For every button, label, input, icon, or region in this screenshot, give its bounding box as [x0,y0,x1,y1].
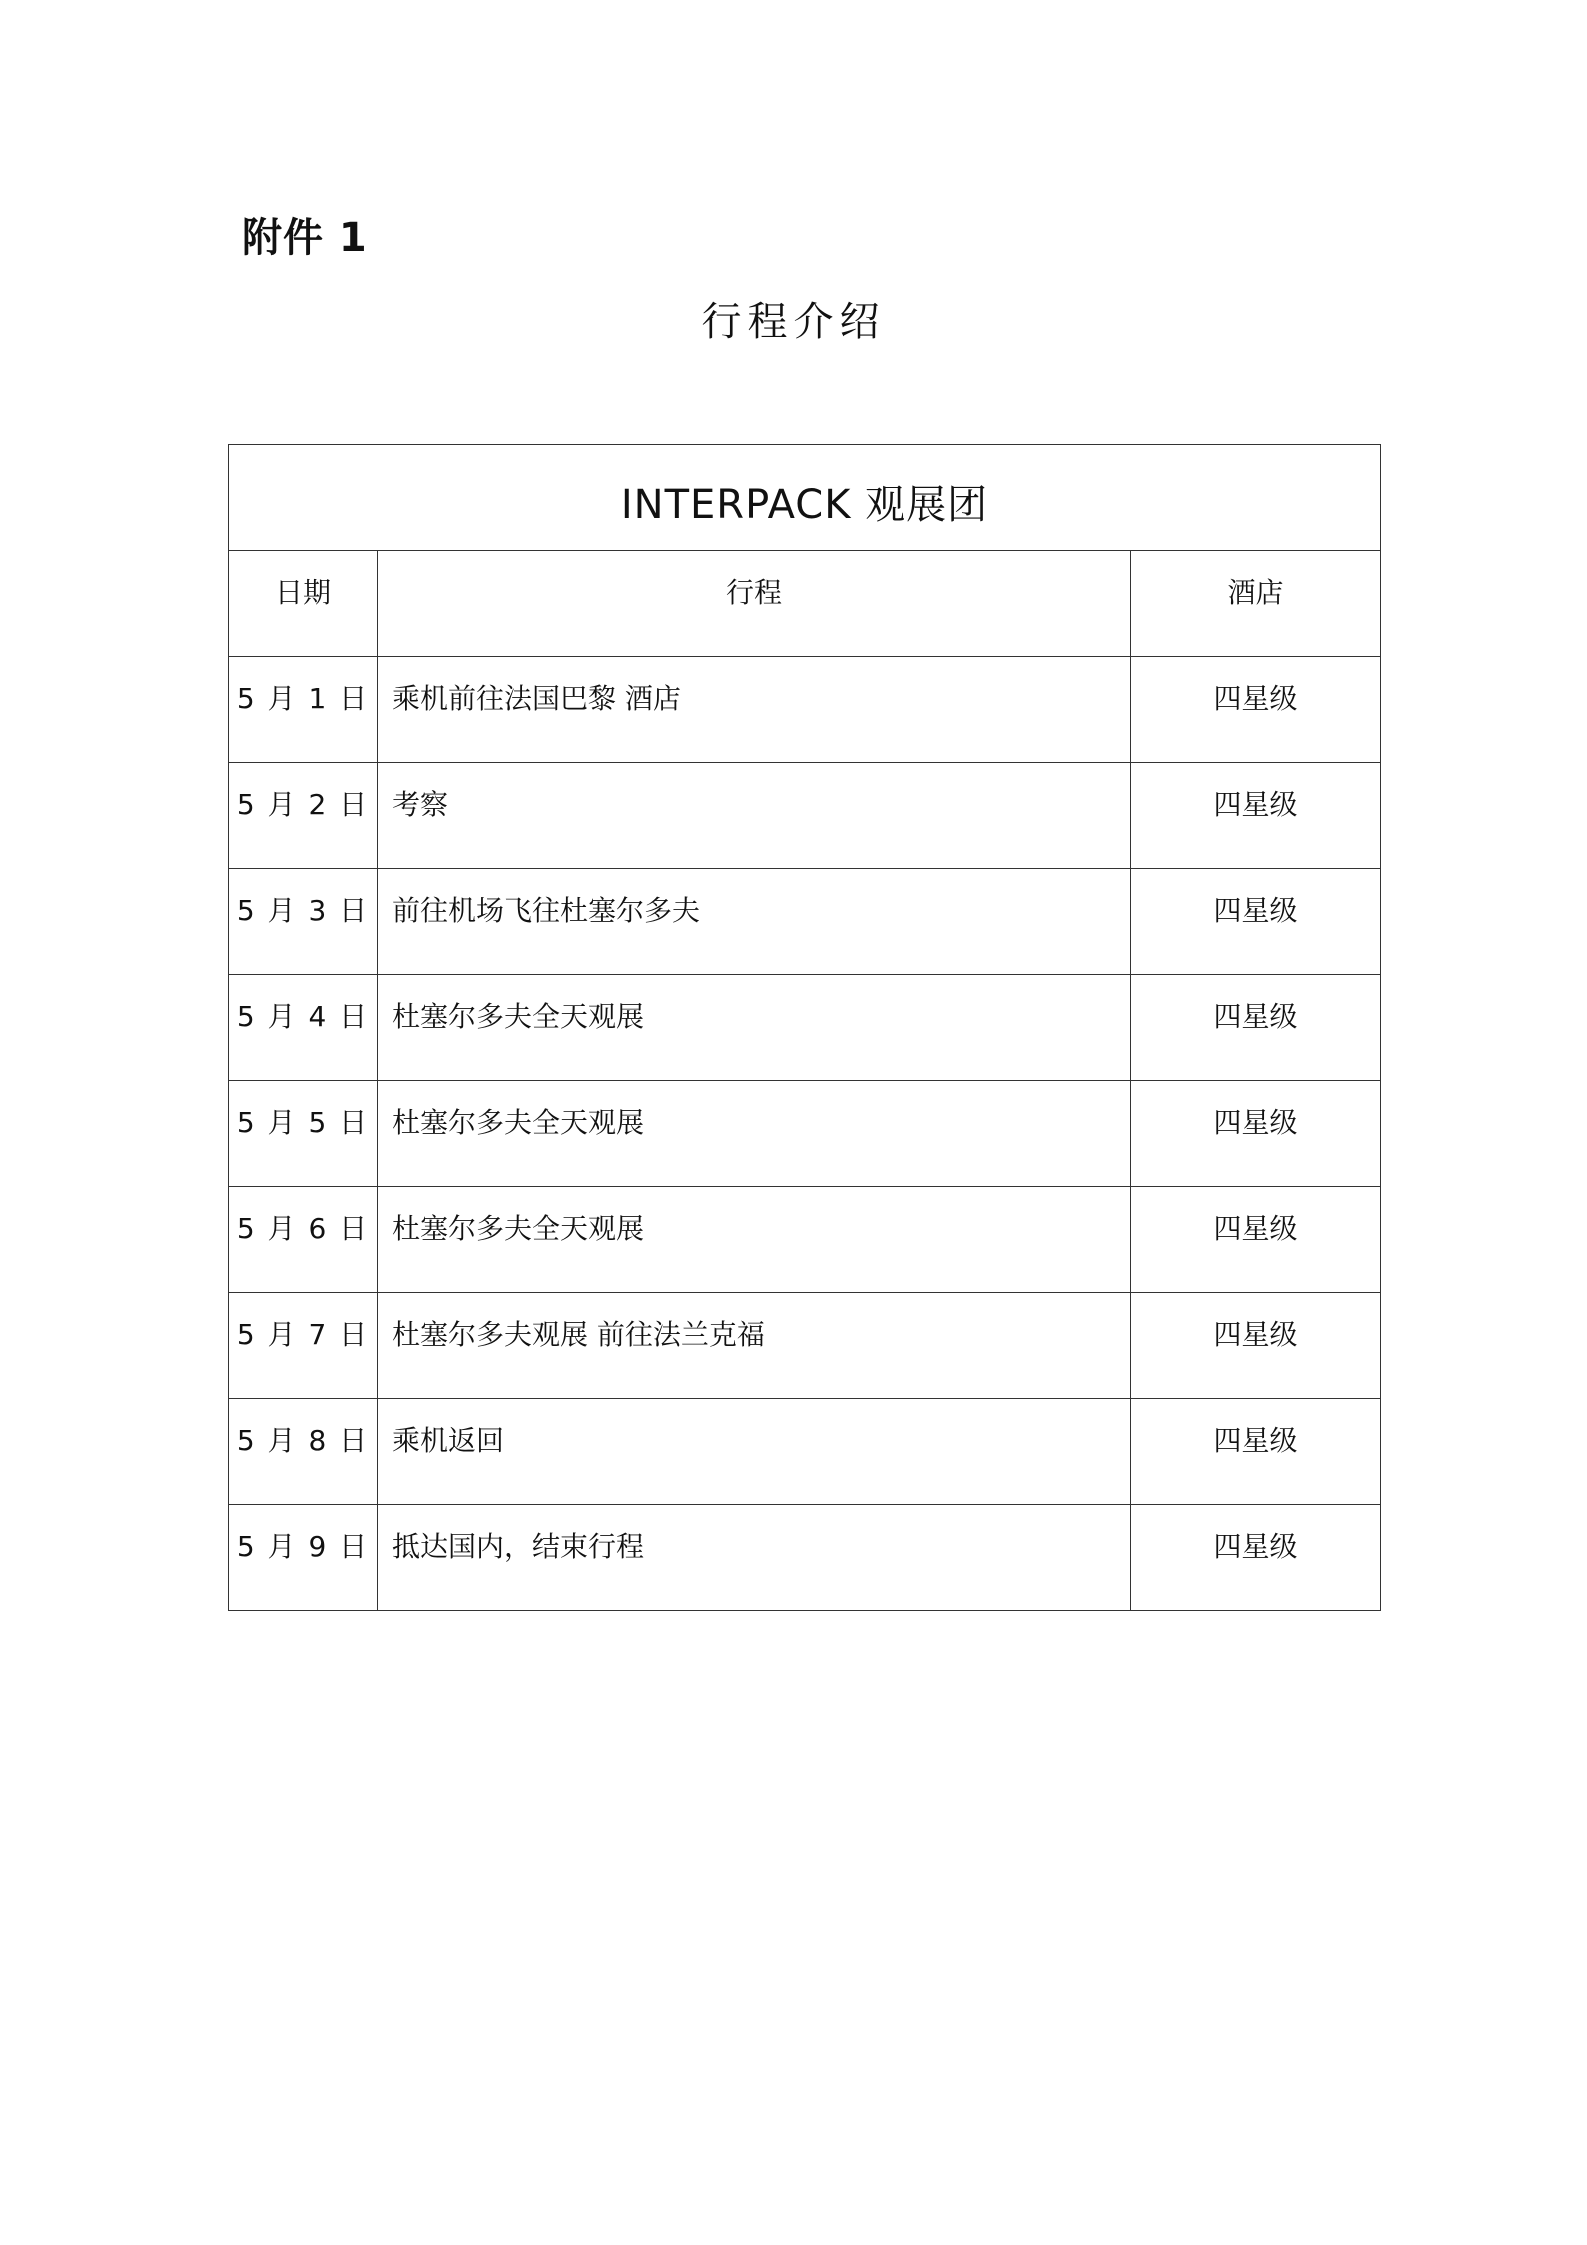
hotel-cell [1131,657,1381,763]
header-hotel-label: 酒店 [1227,576,1284,609]
page-title: 行程介绍 [701,299,886,345]
date-text: 5 月 6 日 [236,1212,370,1245]
route-text: 乘机返回 [392,1424,505,1457]
route-cell [378,1081,1131,1187]
route-cell [378,1505,1131,1611]
header-route-label: 行程 [725,576,782,609]
table-row [229,1505,1381,1611]
hotel-text: 四星级 [1213,1530,1298,1563]
date-text: 5 月 7 日 [236,1318,370,1351]
date-cell [229,975,378,1081]
hotel-text: 四星级 [1213,788,1298,821]
group-name: INTERPACK 观展团 [620,482,989,528]
route-text: 前往机场飞往杜塞尔多夫 [392,894,701,927]
table-header-row [229,551,1381,657]
date-text: 5 月 5 日 [236,1106,370,1139]
group-name-cell [229,445,1381,551]
date-cell [229,1505,378,1611]
date-text: 5 月 8 日 [236,1424,370,1457]
date-text: 5 月 4 日 [236,1000,370,1033]
route-text: 杜塞尔多夫全天观展 [392,1106,645,1139]
table-title-row [229,445,1381,551]
date-text: 5 月 1 日 [236,682,370,715]
hotel-text: 四星级 [1213,1424,1298,1457]
table-row [229,1293,1381,1399]
header-hotel [1131,551,1381,657]
table-row [229,657,1381,763]
date-cell [229,1187,378,1293]
hotel-cell [1131,1505,1381,1611]
table-row [229,1399,1381,1505]
date-cell [229,763,378,869]
header-date-label: 日期 [274,576,331,609]
hotel-cell [1131,1187,1381,1293]
table-row [229,869,1381,975]
table-row [229,1187,1381,1293]
route-cell [378,1293,1131,1399]
date-cell [229,657,378,763]
route-cell [378,869,1131,975]
table-row [229,763,1381,869]
header-date [229,551,378,657]
hotel-text: 四星级 [1213,1318,1298,1351]
route-cell [378,1187,1131,1293]
route-text: 乘机前往法国巴黎 酒店 [392,682,681,715]
date-cell [229,1399,378,1505]
route-text: 杜塞尔多夫全天观展 [392,1212,645,1245]
date-text: 5 月 3 日 [236,894,370,927]
hotel-text: 四星级 [1213,1000,1298,1033]
header-route [378,551,1131,657]
route-text: 杜塞尔多夫观展 前往法兰克福 [392,1318,765,1351]
date-cell [229,1081,378,1187]
date-text: 5 月 2 日 [236,788,370,821]
itinerary-table [228,444,1381,1611]
hotel-text: 四星级 [1213,894,1298,927]
hotel-text: 四星级 [1213,1106,1298,1139]
attachment-label: 附件 1 [242,215,368,261]
route-cell [378,657,1131,763]
hotel-cell [1131,1293,1381,1399]
hotel-cell [1131,975,1381,1081]
hotel-cell [1131,869,1381,975]
route-text: 抵达国内，结束行程 [392,1530,645,1563]
route-text: 杜塞尔多夫全天观展 [392,1000,645,1033]
route-text: 考察 [392,788,449,821]
hotel-cell [1131,763,1381,869]
date-cell [229,1293,378,1399]
hotel-cell [1131,1081,1381,1187]
hotel-text: 四星级 [1213,682,1298,715]
table-row [229,1081,1381,1187]
hotel-cell [1131,1399,1381,1505]
route-cell [378,975,1131,1081]
route-cell [378,1399,1131,1505]
date-cell [229,869,378,975]
table-row [229,975,1381,1081]
date-text: 5 月 9 日 [236,1530,370,1563]
hotel-text: 四星级 [1213,1212,1298,1245]
route-cell [378,763,1131,869]
